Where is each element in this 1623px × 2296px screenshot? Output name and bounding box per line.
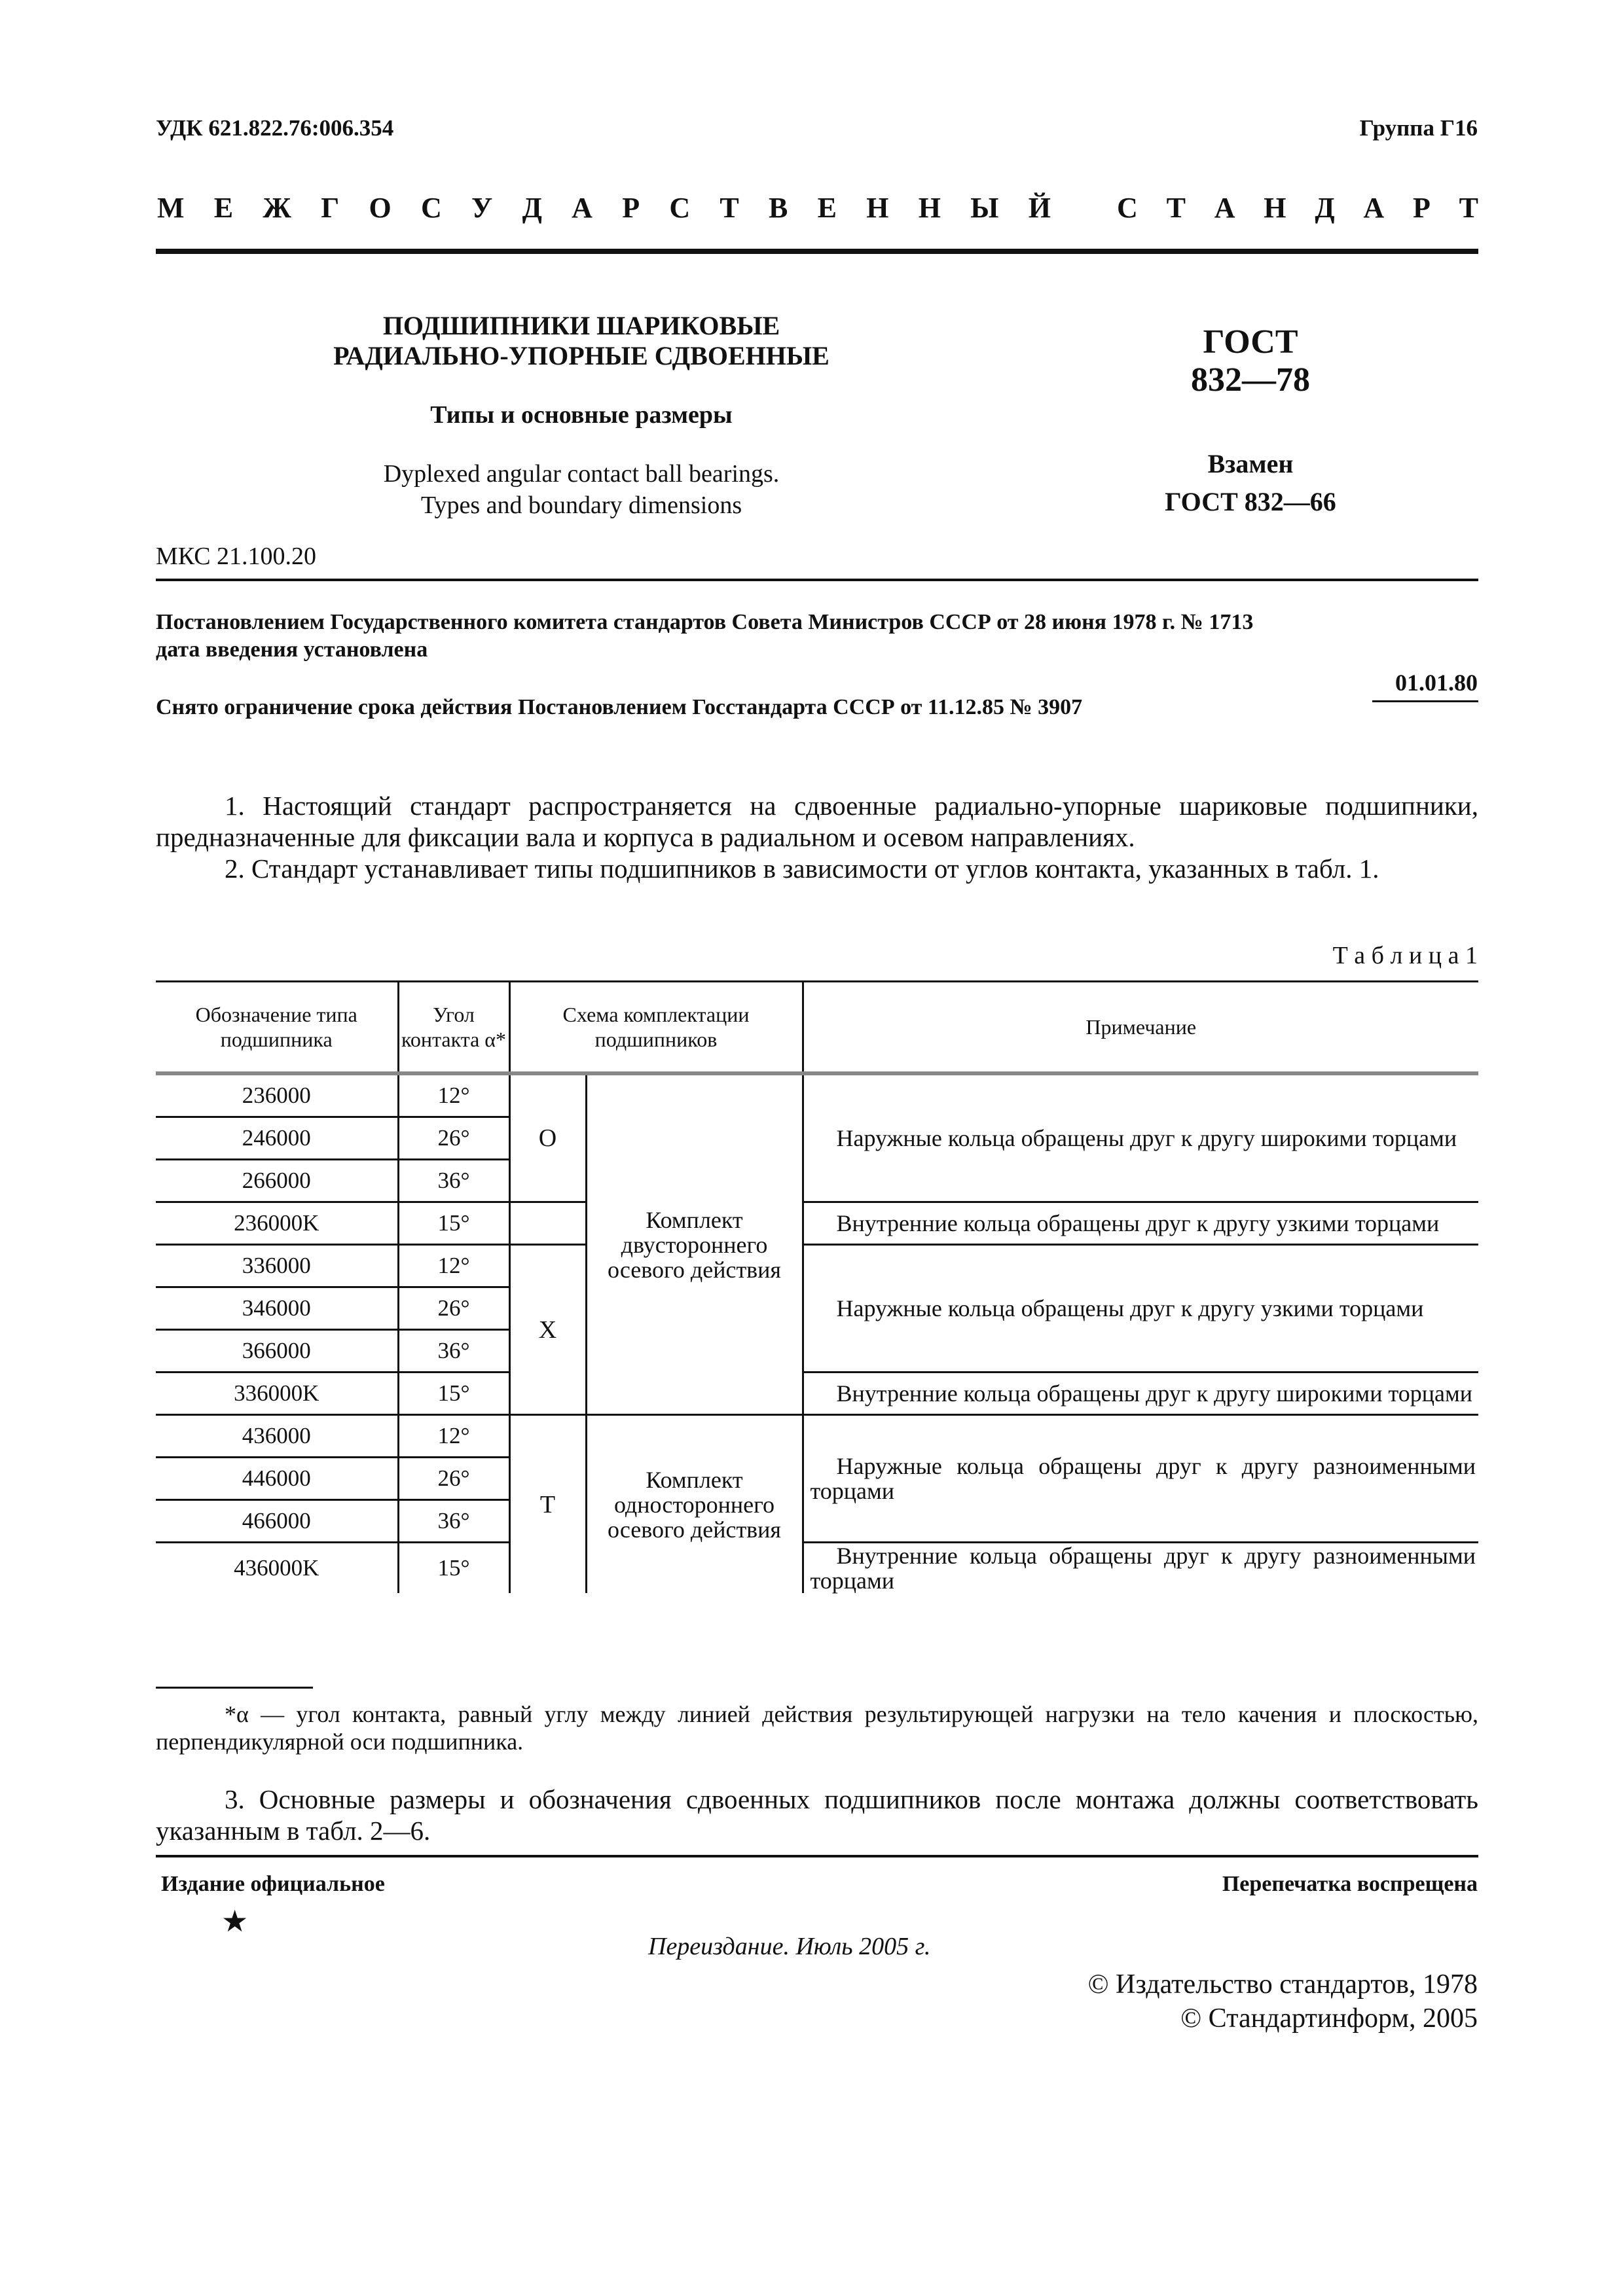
note-cell (803, 1073, 1478, 1202)
header-scheme: Схема комплектации подшипников (509, 982, 803, 1074)
replaces-block (1100, 445, 1401, 521)
note-cell (803, 1372, 1478, 1415)
angle-cell: 26° (398, 1458, 509, 1500)
table-1 (156, 980, 1478, 1593)
table-row (156, 1415, 1478, 1458)
angle-cell: 36° (398, 1500, 509, 1543)
designation-cell: 336000 (156, 1245, 398, 1287)
designation-cell: 436000 (156, 1415, 398, 1458)
designation-cell: 346000 (156, 1287, 398, 1330)
note-text: Наружные кольца обращены друг к другу узкими торцами (836, 1295, 1424, 1321)
note-text: Внутренние кольца обращены друг к другу широкими торцами (836, 1380, 1473, 1407)
angle-cell: 26° (398, 1117, 509, 1160)
designation-cell: 246000 (156, 1117, 398, 1160)
angle-cell: 15° (398, 1543, 509, 1594)
decree-line-1: Постановлением Государственного комитета стандартов Совета Министров СССР от 28 июня 1978 г. № 1713 (156, 610, 1254, 634)
designation-cell: 366000 (156, 1330, 398, 1372)
title-line-1: ПОДШИПНИКИ ШАРИКОВЫЕ (382, 311, 780, 340)
note-cell (803, 1415, 1478, 1543)
designation-cell: 446000 (156, 1458, 398, 1500)
note-cell (803, 1202, 1478, 1245)
angle-cell: 15° (398, 1372, 509, 1415)
group-code: Группа Г16 (1359, 115, 1478, 141)
table-row (156, 1245, 1478, 1287)
mks-code: МКС 21.100.20 (156, 543, 317, 570)
paragraph-3: 3. Основные размеры и обозначения сдвоенных подшипников после монтажа должны соответствовать указанным в табл. 2—6. (156, 1784, 1478, 1846)
udc-code: УДК 621.822.76:006.354 (156, 115, 394, 141)
subtitle: Типы и основные размеры (430, 401, 733, 429)
star-icon: ★ (221, 1905, 249, 1938)
angle-cell: 36° (398, 1160, 509, 1202)
designation-cell: 466000 (156, 1500, 398, 1543)
table-footnote: *α — угол контакта, равный углу между линией действия результирующей нагрузки на тело качения и плоскостью, перпендикулярной оси подшипника. (156, 1701, 1478, 1755)
title-bottom-rule (156, 579, 1478, 581)
header-designation: Обозначение типа подшипника (156, 982, 398, 1074)
scheme-cell: X (509, 1245, 586, 1415)
scheme-cell-empty (509, 1202, 586, 1245)
english-title-line-2: Types and boundary dimensions (420, 492, 742, 519)
angle-cell: 12° (398, 1415, 509, 1458)
designation-cell: 236000K (156, 1202, 398, 1245)
replaces-number: ГОСТ 832—66 (1165, 487, 1336, 516)
copyright-1978: © Издательство стандартов, 1978 (1087, 1969, 1478, 2000)
english-title (156, 458, 1007, 521)
gost-designation (1100, 323, 1401, 399)
title-block (156, 311, 1007, 371)
copyright-2005: © Стандартинформ, 2005 (1180, 2003, 1478, 2034)
decree-line-3: Снято ограничение срока действия Постановлением Госстандарта СССР от 11.12.85 № 3907 (156, 695, 1083, 719)
banner-standard: С Т А Н Д А Р Т (1117, 192, 1478, 224)
official-edition: Издание официальное (161, 1872, 385, 1896)
english-title-line-1: Dyplexed angular contact ball bearings. (383, 460, 780, 488)
header-note: Примечание (803, 982, 1478, 1074)
note-text: Наружные кольца обращены друг к другу разноименными торцами (810, 1453, 1476, 1504)
replaces-label: Взамен (1207, 449, 1294, 478)
table-header-row (156, 982, 1478, 1074)
header-contact-angle: Угол контакта α* (398, 982, 509, 1074)
gost-number: 832—78 (1191, 361, 1310, 399)
angle-cell: 12° (398, 1245, 509, 1287)
note-cell (803, 1543, 1478, 1594)
copyright-block (1088, 1967, 1478, 2036)
reissue-note: Переиздание. Июль 2005 г. (648, 1933, 931, 1960)
angle-cell: 36° (398, 1330, 509, 1372)
header-thick-rule (156, 249, 1478, 254)
table-row (156, 1543, 1478, 1594)
scheme-description-text: Комплект одностороннего осевого действия (607, 1466, 781, 1543)
title-line-2: РАДИАЛЬНО-УПОРНЫЕ СДВОЕННЫЕ (333, 341, 830, 370)
angle-cell: 15° (398, 1202, 509, 1245)
scheme-cell: O (509, 1073, 586, 1202)
introduction-date: 01.01.80 (1395, 670, 1478, 696)
note-text: Внутренние кольца обращены друг к другу разноименными торцами (810, 1543, 1476, 1594)
designation-cell: 266000 (156, 1160, 398, 1202)
table-row (156, 1073, 1478, 1117)
gost-label: ГОСТ (1203, 323, 1298, 361)
designation-cell: 436000K (156, 1543, 398, 1594)
angle-cell: 26° (398, 1287, 509, 1330)
date-underline (1372, 700, 1478, 702)
scheme-description-cell (586, 1073, 803, 1415)
table-1-caption: Т а б л и ц а 1 (1332, 942, 1478, 969)
scheme-cell: T (509, 1415, 586, 1594)
table-row (156, 1372, 1478, 1415)
table-row (156, 1202, 1478, 1245)
angle-cell: 12° (398, 1073, 509, 1117)
footnote-rule (156, 1687, 313, 1689)
banner-interstate: М Е Ж Г О С У Д А Р С Т В Е Н Н Ы Й (157, 192, 1051, 224)
designation-cell: 336000K (156, 1372, 398, 1415)
scheme-description-cell (586, 1415, 803, 1594)
note-text: Внутренние кольца обращены друг к другу узкими торцами (836, 1210, 1440, 1236)
reprint-prohibited: Перепечатка воспрещена (1222, 1872, 1478, 1896)
footer-rule (156, 1855, 1478, 1857)
designation-cell: 236000 (156, 1073, 398, 1117)
paragraph-1: 1. Настоящий стандарт распространяется на сдвоенные радиально-упорные шариковые подшипники, предназначенные для фиксации вала и корпуса в радиальном и осевом направлениях. (156, 791, 1478, 852)
decree-line-2: дата введения установлена (156, 637, 428, 662)
scheme-description-text: Комплект двустороннего осевого действия (607, 1206, 781, 1283)
note-text: Наружные кольца обращены друг к другу широкими торцами (836, 1125, 1457, 1151)
note-cell (803, 1245, 1478, 1372)
paragraph-2: 2. Стандарт устанавливает типы подшипников в зависимости от углов контакта, указанных в табл. 1. (225, 853, 1379, 884)
